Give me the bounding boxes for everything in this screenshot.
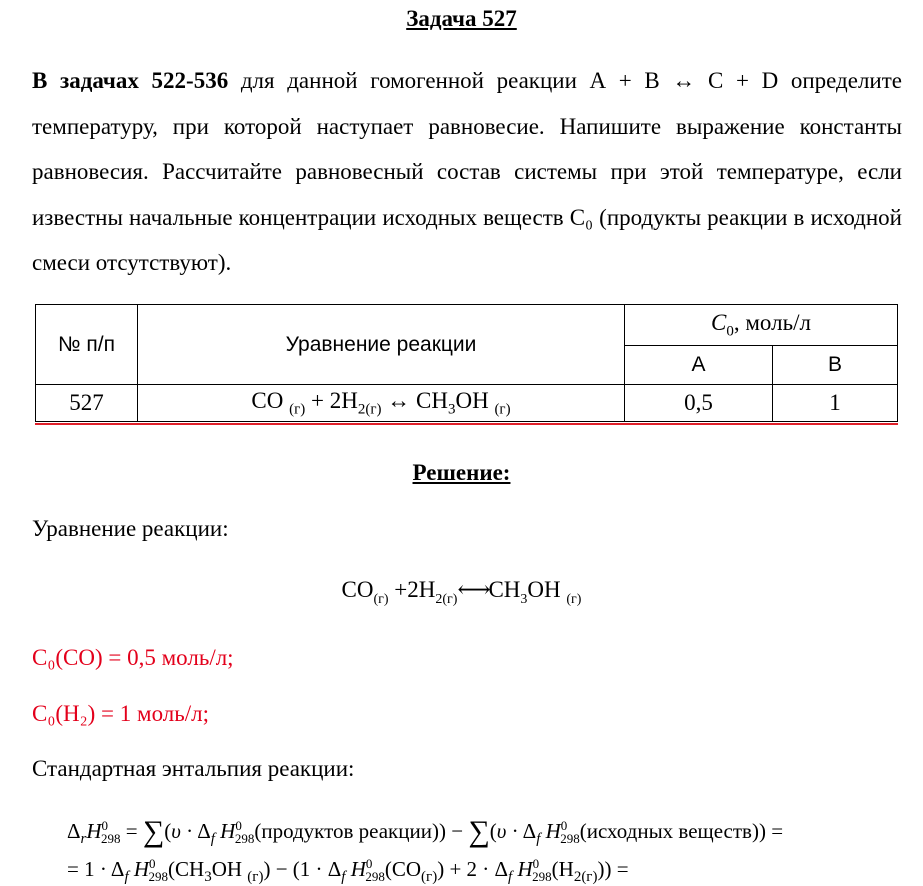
equation-g2: (г)	[566, 592, 582, 607]
equation-ch: CH	[488, 577, 521, 602]
reaction-equation	[0, 577, 923, 607]
equation-h2sub: 2(г)	[435, 592, 458, 607]
page-title: Задача 527	[406, 6, 517, 31]
eq-g1: (г)	[289, 401, 306, 418]
problem-text: для данной гомогенной реакции А + В ↔ С + D определите температуру, при которой наступает равновесие. Напишите выражение константы равновесия. Рассчитайте равновесный состав системы при этой температуре, если известны начальные концентрации исходных веществ С₀ (продукты реакции в исходной смеси отсутствуют).	[32, 68, 902, 275]
eq-plus: + 2H	[305, 387, 358, 413]
header-num: № п/п	[36, 305, 138, 385]
equation-g1: (г)	[373, 592, 389, 607]
equation-plus: +2H	[388, 577, 436, 602]
reaction-label: Уравнение реакции:	[32, 516, 229, 541]
formula-products: (продуктов реакции)	[254, 819, 439, 843]
header-conc-symbol: C	[711, 309, 727, 335]
header-concentration	[625, 305, 898, 346]
equation-co: CO	[341, 577, 374, 602]
formula-reactants: (исходных веществ)	[579, 819, 759, 843]
enthalpy-formula-2: = $1 \cdot \Delta_f$ $H^0_{298}(CH_3OH$ $_{(г)}) - (1 \cdot \Delta_f$ $H^0_{298}(CO_{(г)}) + 2 \cdot \Delta_f$ $H^0_{298}(H_{2(г)})$) =	[67, 856, 629, 886]
equation-oh: OH	[527, 577, 561, 602]
header-conc-sub: 0	[726, 323, 734, 340]
problem-lead: В задачах 522-536	[32, 68, 229, 93]
eq-oh: OH	[455, 387, 489, 413]
concentration-h2: С₀(Н₂) = 1 моль/л;	[32, 701, 210, 726]
row-num: 527	[36, 385, 138, 422]
task-table	[35, 304, 898, 422]
row-a: 0,5	[625, 385, 773, 422]
eq-h2sub: 2(г)	[357, 401, 382, 418]
row-equation	[138, 385, 625, 422]
header-a: А	[625, 346, 773, 385]
equation-3: 3	[520, 592, 528, 607]
header-conc-unit: , моль/л	[733, 309, 811, 335]
eq-g2: (г)	[494, 401, 511, 418]
concentration-co: С₀(СО) = 0,5 моль/л;	[32, 645, 234, 670]
row-b: 1	[773, 385, 898, 422]
table-bottom-line	[35, 423, 898, 425]
solution-title: Решение:	[412, 460, 511, 485]
enthalpy-formula-1: $\Delta_rH^0_{298} = \sum(\upsilon \cdot \Delta_f$ $H^0_{298}(продуктов$ реакции)) − $\sum(\upsilon \cdot \Delta_f$ $H^0_{298}(исходных$ веществ)) =	[67, 815, 784, 848]
problem-statement	[32, 58, 902, 286]
equation-arrow: ⟷	[457, 577, 489, 602]
header-equation: Уравнение реакции	[138, 305, 625, 385]
enthalpy-label: Стандартная энтальпия реакции:	[32, 756, 355, 781]
eq-co: CO	[251, 387, 284, 413]
header-b: В	[773, 346, 898, 385]
eq-arrow: ↔ CH	[381, 387, 448, 413]
eq-3: 3	[447, 401, 456, 418]
